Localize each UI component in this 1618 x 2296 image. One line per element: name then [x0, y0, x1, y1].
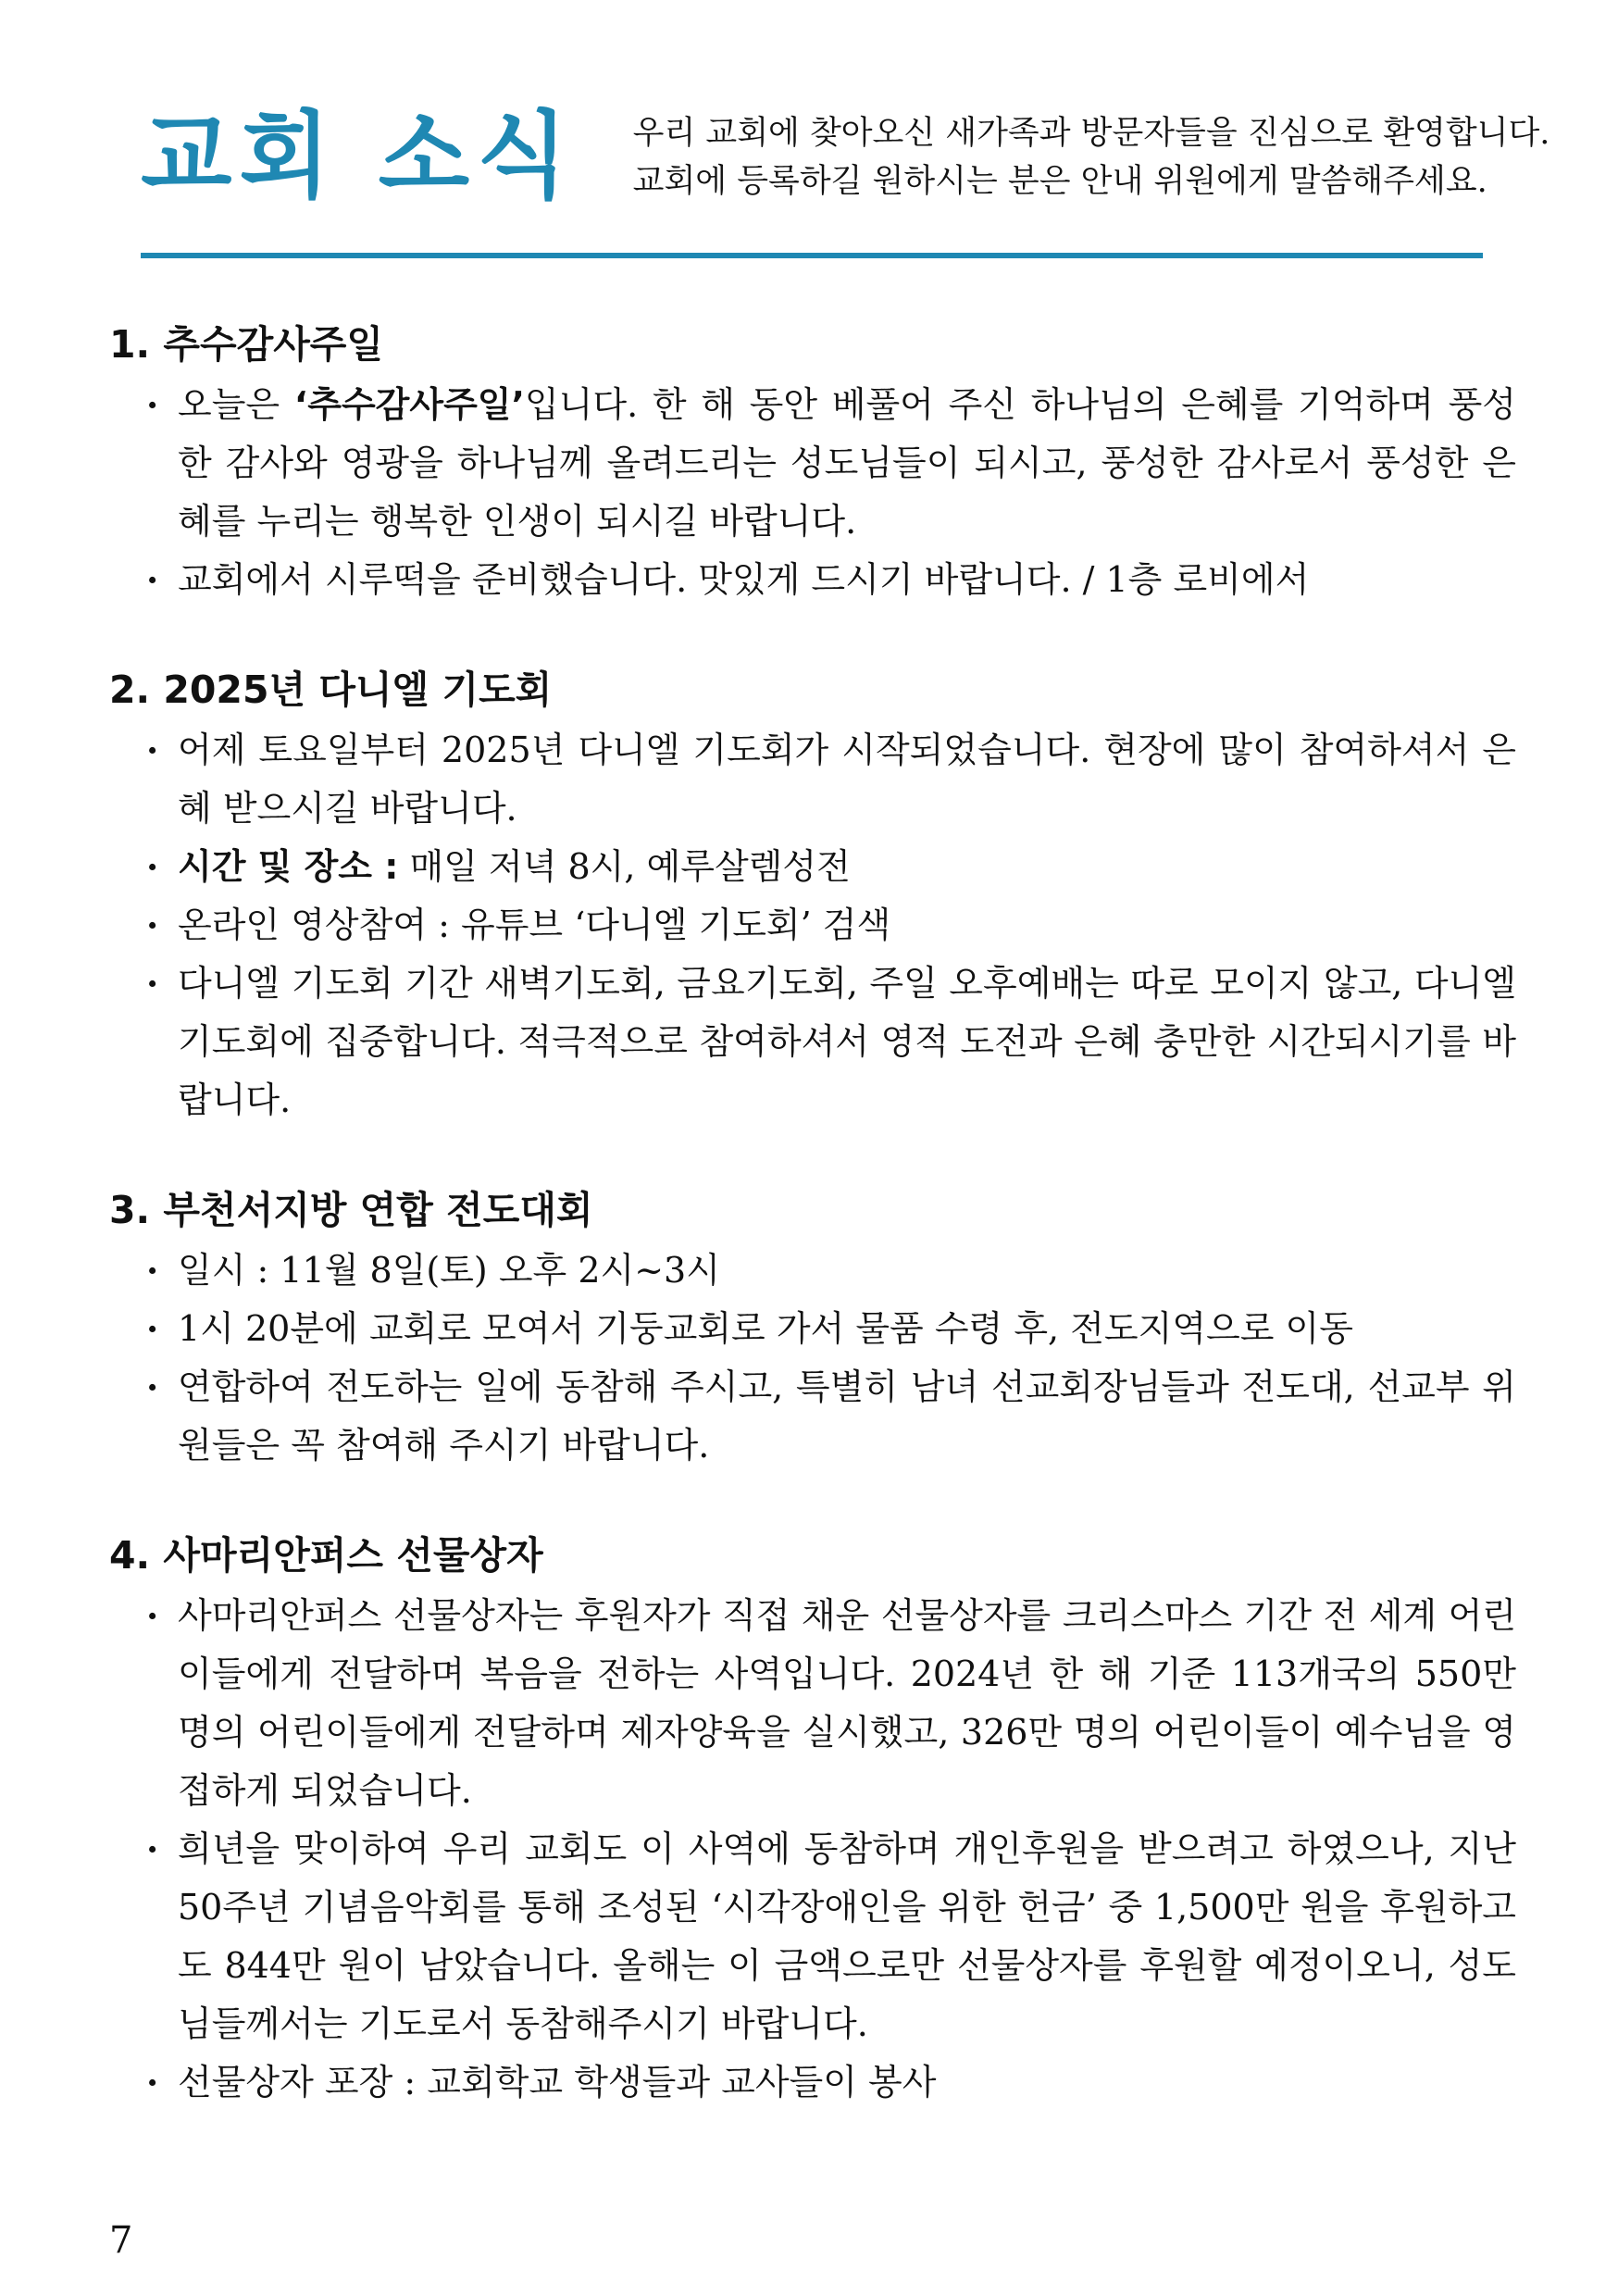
- item-text: 희년을 맞이하여 우리 교회도 이 사역에 동참하며 개인후원을 받으려고 하였으나, 지난 50주년 기념음악회를 통해 조성된 ‘시각장애인을 위한 헌금’ 중 1,500만 원을 후원하고도 844만 원이 남았습니다. 올해는 이 금액으로만 선물상자를 후원할 예정이오니, 성도님들께서는 기도로서 동참해주시기 바랍니다.: [178, 1828, 1516, 2044]
- item-text: 1시 20분에 교회로 모여서 기둥교회로 가서 물품 수령 후, 전도지역으로 이동: [178, 1308, 1353, 1349]
- item-text: 온라인 영상참여 : 유튜브 ‘다니엘 기도회’ 검색: [178, 905, 891, 945]
- item-emphasis: 시간 및 장소 :: [178, 846, 399, 887]
- item-text: 사마리안퍼스 선물상자는 후원자가 직접 채운 선물상자를 크리스마스 기간 전 세계 어린이들에게 전달하며 복음을 전하는 사역입니다. 2024년 한 해 기준 113개국의 550만 명의 어린이들에게 전달하며 제자양육을 실시했고, 326만 명의 어린이들이 예수님을 영접하게 되었습니다.: [178, 1595, 1516, 1811]
- section-title: 2. 2025년 다니엘 기도회: [109, 668, 553, 712]
- list-item: [109, 721, 1516, 838]
- welcome-line-2: 교회에 등록하길 원하시는 분은 안내 위원에게 말씀해주세요.: [632, 163, 1487, 200]
- item-emphasis: ‘추수감사주일’: [293, 384, 525, 425]
- item-list: [109, 376, 1516, 609]
- section-daniel-prayer: [109, 660, 1516, 1129]
- section-title: 1. 추수감사주일: [109, 322, 384, 367]
- welcome-line-1: 우리 교회에 찾아오신 새가족과 방문자들을 진심으로 환영합니다.: [632, 115, 1550, 152]
- header-divider: [141, 253, 1483, 258]
- welcome-text: [633, 109, 1550, 206]
- item-list: [109, 1242, 1516, 1475]
- item-text: 매일 저녁 8시, 예루살렘성전: [398, 846, 851, 887]
- section-evangelism: [109, 1180, 1516, 1475]
- item-text: 교회에서 시루떡을 준비했습니다. 맛있게 드시기 바랍니다. / 1층 로비에서: [178, 559, 1310, 600]
- list-item: [109, 2053, 1516, 2112]
- header: [141, 102, 1550, 212]
- list-item: [109, 1358, 1516, 1475]
- section-title: 4. 사마리안퍼스 선물상자: [109, 1533, 543, 1578]
- list-item: [109, 376, 1516, 551]
- list-item: [109, 1300, 1516, 1358]
- section-thanksgiving: [109, 315, 1516, 609]
- item-list: [109, 1587, 1516, 2112]
- item-list: [109, 721, 1516, 1129]
- list-item: [109, 1587, 1516, 1820]
- item-text: 오늘은: [178, 384, 294, 425]
- item-text: 일시 : 11월 8일(토) 오후 2시~3시: [178, 1250, 720, 1291]
- list-item: [109, 955, 1516, 1129]
- section-title: 3. 부천서지방 연합 전도대회: [109, 1188, 593, 1232]
- item-text: 어제 토요일부터 2025년 다니엘 기도회가 시작되었습니다. 현장에 많이 참여하셔서 은혜 받으시길 바랍니다.: [178, 730, 1516, 829]
- list-item: [109, 896, 1516, 955]
- item-text: 선물상자 포장 : 교회학교 학생들과 교사들이 봉사: [178, 2062, 937, 2103]
- page-number: 7: [109, 2219, 133, 2262]
- item-text: 입니다. 한 해 동안 베풀어 주신 하나님의 은혜를 기억하며 풍성한 감사와 영광을 하나님께 올려드리는 성도님들이 되시고, 풍성한 감사로서 풍성한 은혜를 누리는 행복한 인생이 되시길 바랍니다.: [178, 384, 1516, 542]
- list-item: [109, 551, 1516, 609]
- section-gift-box: [109, 1526, 1516, 2112]
- list-item: [109, 838, 1516, 896]
- page-title: 교회 소식: [141, 102, 576, 212]
- list-item: [109, 1820, 1516, 2053]
- news-content: [109, 315, 1516, 2163]
- item-text: 연합하여 전도하는 일에 동참해 주시고, 특별히 남녀 선교회장님들과 전도대, 선교부 위원들은 꼭 참여해 주시기 바랍니다.: [178, 1366, 1516, 1466]
- item-text: 다니엘 기도회 기간 새벽기도회, 금요기도회, 주일 오후예배는 따로 모이지 않고, 다니엘 기도회에 집중합니다. 적극적으로 참여하셔서 영적 도전과 은혜 충만한 시간되시기를 바랍니다.: [178, 963, 1516, 1120]
- list-item: [109, 1242, 1516, 1300]
